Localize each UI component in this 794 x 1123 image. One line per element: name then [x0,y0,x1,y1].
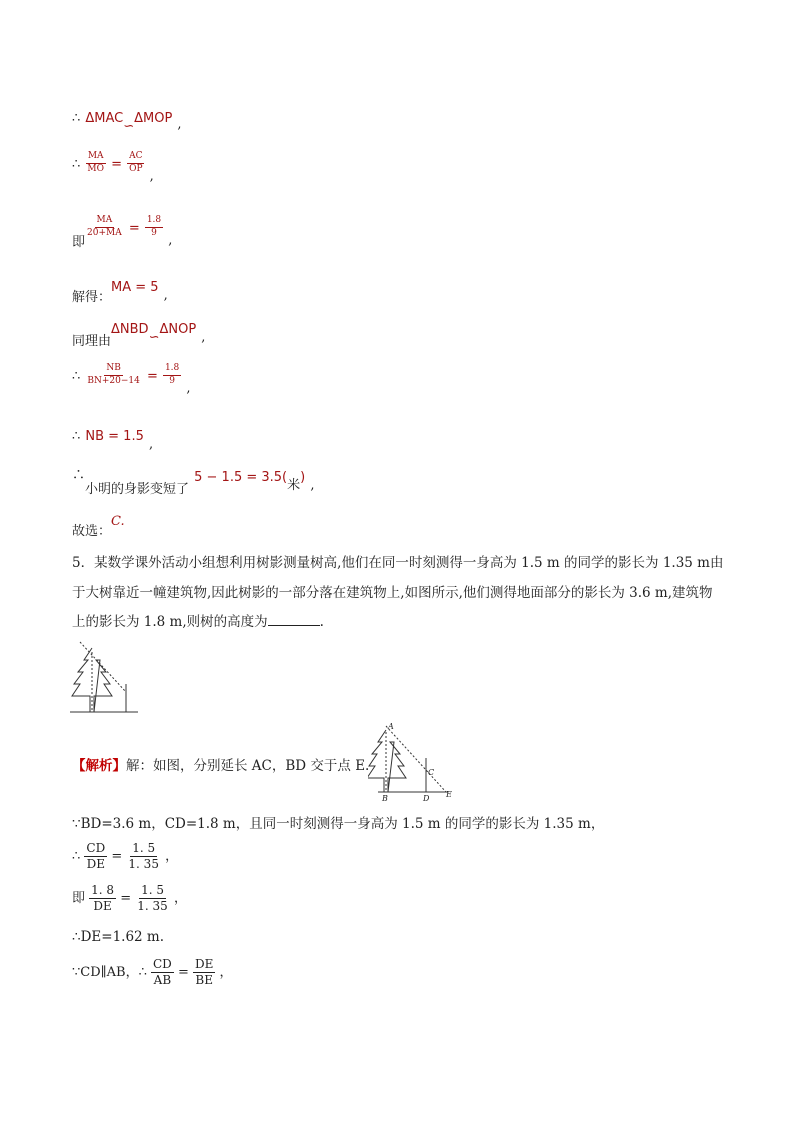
fraction: $\frac{MA}{20+MA}$ [87,215,122,238]
sol4-line7: ∴ NB = 1.5 $_,$ [72,429,154,452]
sol4-line2: ∴ $\frac{MA}{MO}$ = $\frac{AC}{OP}$ $_,$ [72,151,154,184]
sol4-line5: $_{同理由}\Delta NBD_∽\Delta NOP$ $_,$ [72,322,206,349]
analysis-l3: 即 $\frac{1. 8}{DE}$ = $\frac{1. 5}{1. 35}$ ， [72,883,187,914]
fraction: $\frac{1.8}{9}$ [146,215,162,238]
label-b: B [382,794,388,803]
fraction: $\frac{CD}{DE}$ [86,841,106,872]
analysis-l4: ∴DE=1.62 m. [72,929,165,945]
q5-line2: 于大树靠近一幢建筑物,因此树影的一部分落在建筑物上,如图所示,他们测得地面部分的影长为 3.6 m,建筑物 [72,585,713,601]
sol4-line8: $\therefore_{小明的身影变短了}$ $5 - 1.5 = 3.5(_米)$ $_,$ [72,468,315,497]
analysis-figure [368,720,456,804]
tree-outline [368,730,406,792]
analysis-l5: ∵CD∥AB，∴ $\frac{CD}{AB}$ = $\frac{DE}{BE}$ ， [72,957,233,988]
q5-line3: 上的影长为 1.8 m,则树的高度为 . [72,614,324,630]
fraction: $\frac{1.8}{9}$ [164,363,180,386]
label-c: C [428,768,435,777]
q5-line1: 5．某数学课外活动小组想利用树影测量树高,他们在同一时刻测得一身高为 1.5 m 的同学的影长为 1.35 m由 [72,555,724,571]
therefore-symbol: ∴ [72,111,81,126]
analysis-l1: ∵BD=3.6 m，CD=1.8 m，且同一时刻测得一身高为 1.5 m 的同学的影长为 1.35 m， [72,816,605,832]
label-e: E [446,790,452,799]
label-d: D [423,794,430,803]
fraction: $\frac{CD}{AB}$ [153,957,172,988]
analysis-tag: 【解析】 [72,758,126,774]
sol4-line1: ∴ $\Delta MAC_∽\Delta MOP$ $_,$ [72,111,182,134]
sol4-line3: $_即$ $\frac{MA}{20+MA}$ = $\frac{1.8}{9}$ $_,$ [72,215,173,250]
fraction: $\frac{1. 5}{1. 35}$ [137,883,168,914]
analysis-line: 【解析】解：如图，分别延长 AC，BD 交于点 E. [72,758,370,774]
fraction: $\frac{MA}{MO}$ [87,151,104,174]
analysis-l2: ∴ $\frac{CD}{DE}$ = $\frac{1. 5}{1. 35}$ ， [72,841,179,872]
fraction: $\frac{1. 5}{1. 35}$ [128,841,159,872]
fraction: $\frac{AC}{OP}$ [129,151,143,174]
sun-ray [80,642,126,692]
label-a: A [388,722,394,731]
sol4-line6: ∴ $\frac{NB}{BN+20-14}$ = $\frac{1.8}{9}$ $_,$ [72,363,191,396]
sol4-line4: $_{解得:}$MA = 5 $_,$ [72,280,168,305]
fraction: $\frac{1. 8}{DE}$ [91,883,115,914]
fraction: $\frac{NB}{BN+20-14}$ [87,363,140,386]
answer-choice: C. [111,514,125,529]
sol4-line9: $_{故选:}$C. [72,514,125,539]
fraction: $\frac{DE}{BE}$ [195,957,214,988]
answer-blank [268,613,320,626]
sun-ray [386,726,446,792]
question-figure [68,640,142,718]
